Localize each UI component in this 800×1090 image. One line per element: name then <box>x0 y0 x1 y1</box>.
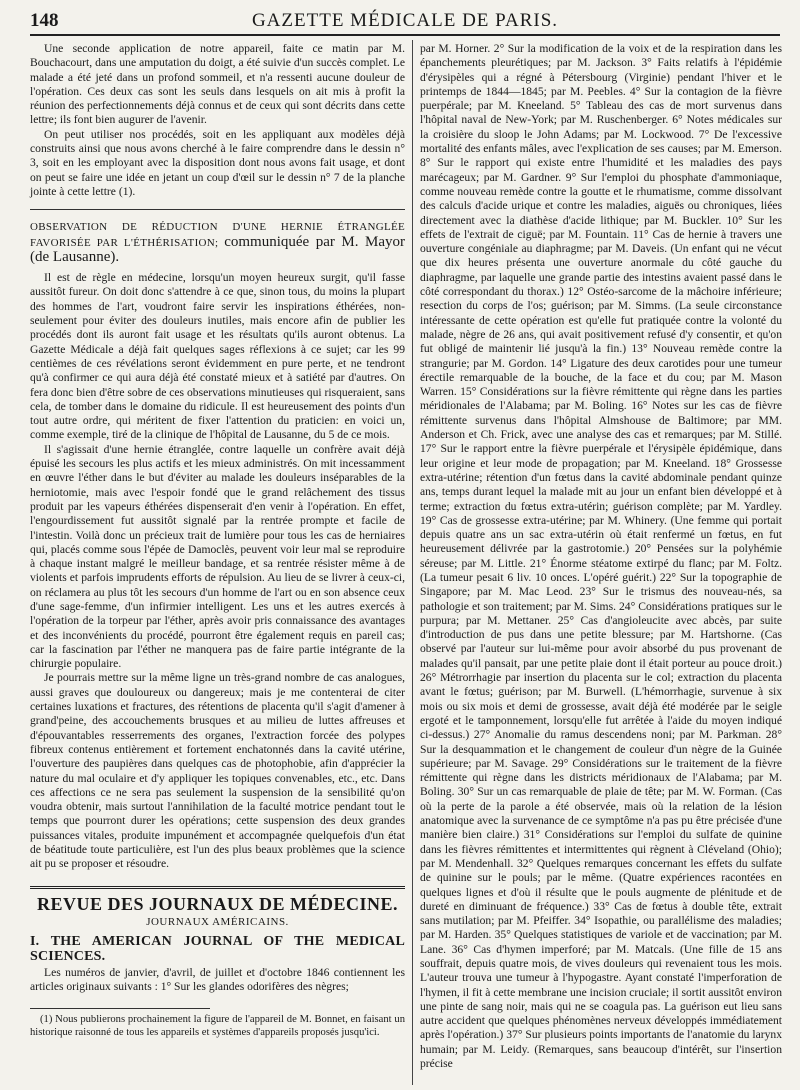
footnote-rule <box>30 1008 210 1009</box>
right-column <box>420 42 782 1071</box>
paragraph-procedures: On peut utiliser nos procédés, soit en les appliquant aux modèles déjà construits ainsi que nous avons cherché à le faire comprendre dans le dessin n° 3, soit en les employant avec la disposition dont nous avons fait usage, et dont on peut se faire une idée en jetant un coup d'œil sur le dessin n° 7 de la planche jointe à cette lettre (1). <box>30 127 405 198</box>
left-column <box>30 42 405 1039</box>
paragraph-issues: Les numéros de janvier, d'avril, de juillet et d'octobre 1846 contiennent les articles originaux suivants : 1° Sur les glandes odorifères des nègres; <box>30 965 405 994</box>
section-divider <box>30 209 405 210</box>
observation-heading-main: OBSERVATION DE RÉDUCTION D'UNE HERNIE ÉTRANGLÉE FAVORISÉE PAR L'ÉTHÉRISATION; <box>30 221 405 249</box>
paragraph-hernia-case: Il s'agissait d'une hernie étranglée, contre laquelle un confrère avait déjà épuisé les secours les plus actifs et les mieux administrés. On mit incessamment en œuvre l'éther dans le but d'éviter au malade les douleurs inséparables de la herniotomie, mais avec l'espoir fondé que le grand relâchement des tissus produit par les vapeurs éthérées dispenserait d'en venir à l'opération. En effet, l'engourdissement fut aussitôt signalé par la rentrée prompte et facile de l'intestin. Voilà donc un précieux trait de lumière pour tous les cas de herniaires qui, placés comme sous l'épée de Damoclès, peuvent voir leur mal se reproduire à chaque instant malgré le meilleur bandage, et sa rentrée résister même à de violents et parfois imprudents efforts de répulsion. Au lieu de se livrer à ceux-ci, on réclamera au plus tôt les secours d'un homme de l'art ou en son absence ceux d'une sage-femme, d'un infirmier intelligent. Les uns et les autres exercés à l'opération de la torpeur par l'éther, après avoir pris connaissance des avantages et des inconvénients du procédé, pourront être également requis en pareil cas; car la fascination par l'éther ne manquera pas de faire partie intégrante de la chirurgie populaire. <box>30 442 405 671</box>
article-list: par M. Horner. 2° Sur la modification de la voix et de la respiration dans les épanchements pleurétiques; par M. Jackson. 3° Faits relatifs à l'épidémie d'érysipèles qui a régné à Pétersbourg (Virginie) pendant l'hiver et le printemps de 1844—1845; par M. Peebles. 4° Sur la contagion de la fièvre puerpérale; par M. Kneeland. 5° Tableau des cas de mort survenus dans l'hôpital naval de New-York; par M. Ruschenberger. 6° Notes médicales sur la croisière du sloop le John Adams; par M. Lockwood. 7° De l'excessive mortalité des enfants mâles, avec l'explication de ses causes; par M. Emerson. 8° Sur le rapport qui existe entre l'humidité et les maladies des pays marécageux; par M. Gardner. 9° Sur l'emploi du phosphate d'ammoniaque, comme nouveau remède contre la goutte et le rhumatisme, comme dissolvant des calculs d'acide urique et contre les maladies, aiguës ou chroniques, liées directement avec la diathèse d'acide lithique; par M. Buckler. 10° Sur les effets de l'extrait de ciguë; par M. Fountain. 11° Cas de hernie à travers une ouverture congéniale au diaphragme; par M. Daveis. (Un enfant qui ne vécut que dix heures présenta une ouverture anormale du côté gauche du diaphragme, par laquelle une grande partie des intestins avaient passé dans le côté correspondant du thorax.) 12° Ostéo-sarcome de la mâchoire inférieure; resection du corps de l'os; guérison; par M. Simms. (La seule circonstance intéressante de cette opération est qu'elle fut pratiquée contre la volonté du malade, nègre de 26 ans, qui avait positivement refusé d'y consentir, et qu'on fut obligé de maintenir lié jusqu'à la fin.) 13° Nouveau remède contre la strangurie; par M. Gordon. 14° Ligature des deux carotides pour une tumeur érectile remarquable de la bouche, de la face et du cou; par M. Mason Warren. 15° Considérations sur la fièvre rémittente qui règne dans les parties méridionales de l'Alabama; par M. Boling. 16° Notes sur les cas de fièvre rémittente survenus dans l'hôpital Almshouse de Baltimore; par MM. Anderson et Ch. Frick, avec une analyse des cas et remarques; par M. Stillé. 17° Sur le rapport entre la fièvre puerpérale et l'érysipèle épidémique, dans leur origine et leur mode de propagation; par M. Kneeland. 18° Grossesse extra-utérine; rétention d'un fœtus dans la cavité abdominale pendant quinze ans, temps durant lequel la malade mit au jour un enfant bien développé et à terme; extraction du fœtus extra-utérin; guérison complète; par M. Yardley. 19° Cas de grossesse extra-utérine; par M. Whinery. (Une femme qui portait depuis quatre ans un sac extra-utérin où était renfermé un fœtus, en fut heureusement délivrée par la gastrotomie.) 20° Pensées sur la polyhémie séreuse; par M. Little. 21° Énorme stéatome extirpé du flanc; par M. Foltz. (La tumeur pesait 6 liv. 10 onces. L'opéré guérit.) 22° Sur la topographie de Singapore; par M. Mac Leod. 23° Sur le trismus des nouveau-nés, sa pathologie et son traitement; par M. Sims. 24° Considérations pratiques sur le purpura; par M. Mettaner. 25° Cas d'angioleucite avec abcès, par suite d'introduction de pus dans une petite blessure; par M. Hartshorne. (Cas observé par l'auteur sur lui-même pour avoir absorbé du pus provenant de malades qu'il pansait, par une petite plaie dont il était porteur au pouce droit.) 26° Métrorrhagie par insertion du placenta sur le col; extraction du placenta avant le fœtus; guérison; par M. Burwell. (L'hémorrhagie, survenue à six mois ou six mois et demi de grossesse, avait déjà été modérée par le seigle ergoté et le tamponnement, lorsqu'elle fut arrêtée à l'aide du moyen indiqué ci-dessus.) 27° Anomalie du ramus descendens noni; par M. Parkman. 28° Sur la desquammation et le changement de couleur d'un nègre de la Guinée supérieure; par M. Savage. 29° Considérations sur le traitement de la fièvre rémittente qui règne dans les districts méridionaux de l'Alabama; par M. Boling. 30° Sur un cas remarquable de plaie de tête; par M. W. Forman. (Cas où la perte de la parole a été observée, mais où la relation de la lésion anatomique avec la survenance de ce symptôme n'a pas pu être précisée d'une manière bien claire.) 31° Considérations sur l'emploi du sulfate de quinine dans les fièvres rémittentes et intermittentes qui règnent à Cléveland (Ohio); par M. Mendenhall. 32° Quelques remarques concernant les effets du sulfate de quinine sur le pouls; par le même. (Quatre expériences racontées en quelques lignes et d'où il résulte que le pouls augmente de plénitude et de dureté en diminuant de fréquence.) 33° Cas de fœtus à double tête, extrait sans mutilation; par M. Pfeiffer. 34° Isopathie, ou parallélisme des maladies; par M. Harden. 35° Quelques statistiques de variole et de vaccination; par M. Lane. 36° Cas d'hymen imperforé; par M. Matcals. (Une fille de 15 ans souffrait, depuis quatre mois, de vives douleurs qui revenaient tous les mois. L'auteur trouva une tumeur à l'hypogastre. Ayant constaté l'imperforation de l'hymen, il fit à cette membrane une incision cruciale; il sortit aussitôt environ une pinte de sang noir, mais qui ne se coagula pas. La guérison eut lieu sans autre accident que quelques phénomènes nerveux développés immédiatement après l'opération.) 37° Sur plusieurs points importants de l'anatomie du larynx humain; par M. Leidy. (Remarques, sans beaucoup d'intérêt, sur l'insertion précise <box>420 42 782 1071</box>
paragraph-analogous-cases: Je pourrais mettre sur la même ligne un très-grand nombre de cas analogues, aussi graves que douloureux ou dangereux; mais je me contenterai de citer certaines luxations et fractures, des rétentions de placenta qu'il s'agit d'amener à grand'peine, des accouchements brusques et au milieu de luttes affreuses et d'épouvantables resserrements des organes, l'extraction forcée des polypes fibreux contenus entièrement et fortement enchatonnés dans la cavité utérine, l'ouverture des paupières dans quelques cas de photophobie, afin d'apprécier la nature du mal oculaire et d'y appliquer les topiques convenables, etc., etc. Dans ces affections ce ne sera pas seulement la suspension de la sensibilité qu'on voudra obtenir, mais surtout l'annihilation de la faculté motrice pendant tout le temps que pourront durer les opérations; cette suspension des deux grandes puissances vitales, produite impunément et accompagnée quelquefois d'un état de béatitude toute particulière, est l'un des plus beaux problèmes que la science ait pu se proposer et résoudre. <box>30 671 405 871</box>
page-number: 148 <box>30 10 59 31</box>
page-header <box>30 8 780 36</box>
footnote: (1) Nous publierons prochainement la figure de l'appareil de M. Bonnet, en faisant un historique raisonné de tous les appareils et systèmes d'appareils proposés jusqu'ici. <box>30 1014 405 1039</box>
column-divider <box>412 40 413 1085</box>
journal-title: GAZETTE MÉDICALE DE PARIS. <box>251 10 559 31</box>
section-title-revue: REVUE DES JOURNAUX DE MÉDECINE. <box>36 893 399 914</box>
subsection-american-journals: JOURNAUX AMÉRICAINS. <box>146 915 289 928</box>
observation-heading-author: communiquée par M. Mayor (de Lausanne). <box>30 233 405 265</box>
paragraph-bonnet-apparatus: Une seconde application de notre appareil, faite ce matin par M. Bouchacourt, dans une amputation du doigt, a été suivie d'un succès complet. Le malade a été jeté dans un profond sommeil, et n'a ressenti aucune douleur de l'opération. Ces deux cas sont les seuls dans lesquels on ait mis à profit la réunion des perfectionnements déjà connus et de ceux qui sont décrits dans cette lettre; ils font bien augurer de l'avenir. <box>30 42 405 127</box>
paragraph-observation-intro: Il est de règle en médecine, lorsqu'un moyen heureux surgit, qu'il fasse aussitôt fureur. On doit donc s'attendre à ce que, sinon tous, du moins la plupart des hommes de l'art, voudront faire servir les inspirations éthérées, non-seulement pour éviter des douleurs inutiles, mais encore afin de publier les procédés dont ils auront fait usage et les résultats qu'ils auront obtenus. La Gazette Médicale a déjà fait quelques sages réflexions à ce sujet; car les 99 centièmes de ces révélations seront évidemment en pure perte, et ne tendront qu'à confirmer ce qui aura déjà été constaté mieux et à satiété par d'autres. On fera donc bien d'être sobre de ces observations minutieuses qui risqueraient, sans cela, de tomber dans le domaine du ridicule. Il est heureusement des points d'un tout autre ordre, qui méritent de fixer l'attention du praticien: en voici un, comme exemple, tiré de la clinique de l'hôpital de Lausanne, du 5 de ce mois. <box>30 271 405 442</box>
journal-heading-ajms: I. THE AMERICAN JOURNAL OF THE MEDICAL SCIENCES. <box>30 934 405 964</box>
double-rule <box>30 886 405 889</box>
observation-heading <box>30 220 405 265</box>
